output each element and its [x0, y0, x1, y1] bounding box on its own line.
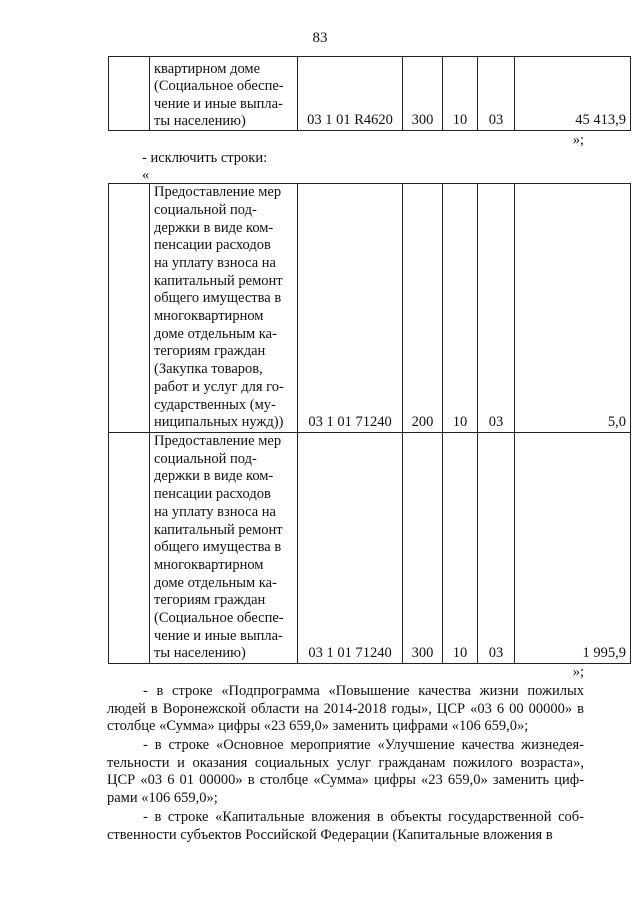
index-cell [109, 433, 150, 664]
pr-cell: 03 [478, 184, 515, 433]
amendment-paragraph: - в строке «Основное мероприятие «Улучшение качества жизнедея-тельности и оказания социальных услуг гражданам пожилого возраста», ЦСР «03 6 01 00000» в столбце «Сумма» цифры «23 659,0» заменить циф-рами «106 659,0»; [107, 737, 584, 807]
name-cell: Предоставление мер социальной под- держки в виде ком- пенсации расходов на уплату взноса на капитальный ремонт общего имущества в многоквартирном доме отдельным ка- тегориям граждан (Закупка товаров, работ и услуг для го- сударственных (му- ниципальных нужд)) [150, 184, 298, 433]
code-cell: 03 1 01 71240 [298, 433, 403, 664]
budget-table-excluded [108, 183, 631, 664]
sum-cell: 1 995,9 [515, 433, 631, 664]
sum-cell: 45 413,9 [515, 57, 631, 131]
amendment-paragraph: - в строке «Подпрограмма «Повышение качества жизни пожилых людей в Воронежской области на 2014-2018 годы», ЦСР «03 6 00 00000» в столбце «Сумма» цифры «23 659,0» заменить цифрами «106 659,0»; [107, 683, 584, 735]
table-row [109, 57, 631, 131]
vr-cell: 300 [403, 57, 443, 131]
pr-cell: 03 [478, 433, 515, 664]
amendment-paragraph: - в строке «Капитальные вложения в объекты государственной соб-ственности субъектов Российской Федерации (Капитальные вложения в [107, 809, 584, 843]
index-cell [109, 184, 150, 433]
rz-cell: 10 [443, 57, 478, 131]
budget-table-top [108, 56, 631, 131]
name-cell: Предоставление мер социальной под- держки в виде ком- пенсации расходов на уплату взноса на капитальный ремонт общего имущества в многоквартирном доме отдельным ка- тегориям граждан (Социальное обеспе- чение и иные выпла- ты населению) [150, 433, 298, 664]
closing-quote: »; [572, 664, 584, 680]
code-cell: 03 1 01 71240 [298, 184, 403, 433]
index-cell [109, 57, 150, 131]
vr-cell: 300 [403, 433, 443, 664]
closing-quote: »; [572, 132, 584, 148]
page-number: 83 [312, 30, 328, 46]
sum-cell: 5,0 [515, 184, 631, 433]
table-row [109, 184, 631, 433]
vr-cell: 200 [403, 184, 443, 433]
pr-cell: 03 [478, 57, 515, 131]
opening-quote: « [142, 167, 150, 183]
rz-cell: 10 [443, 433, 478, 664]
name-cell: квартирном доме (Социальное обеспе- чение и иные выпла- ты населению) [150, 57, 298, 131]
rz-cell: 10 [443, 184, 478, 433]
code-cell: 03 1 01 R4620 [298, 57, 403, 131]
table-row [109, 433, 631, 664]
exclude-label: - исключить строки: [142, 150, 268, 166]
